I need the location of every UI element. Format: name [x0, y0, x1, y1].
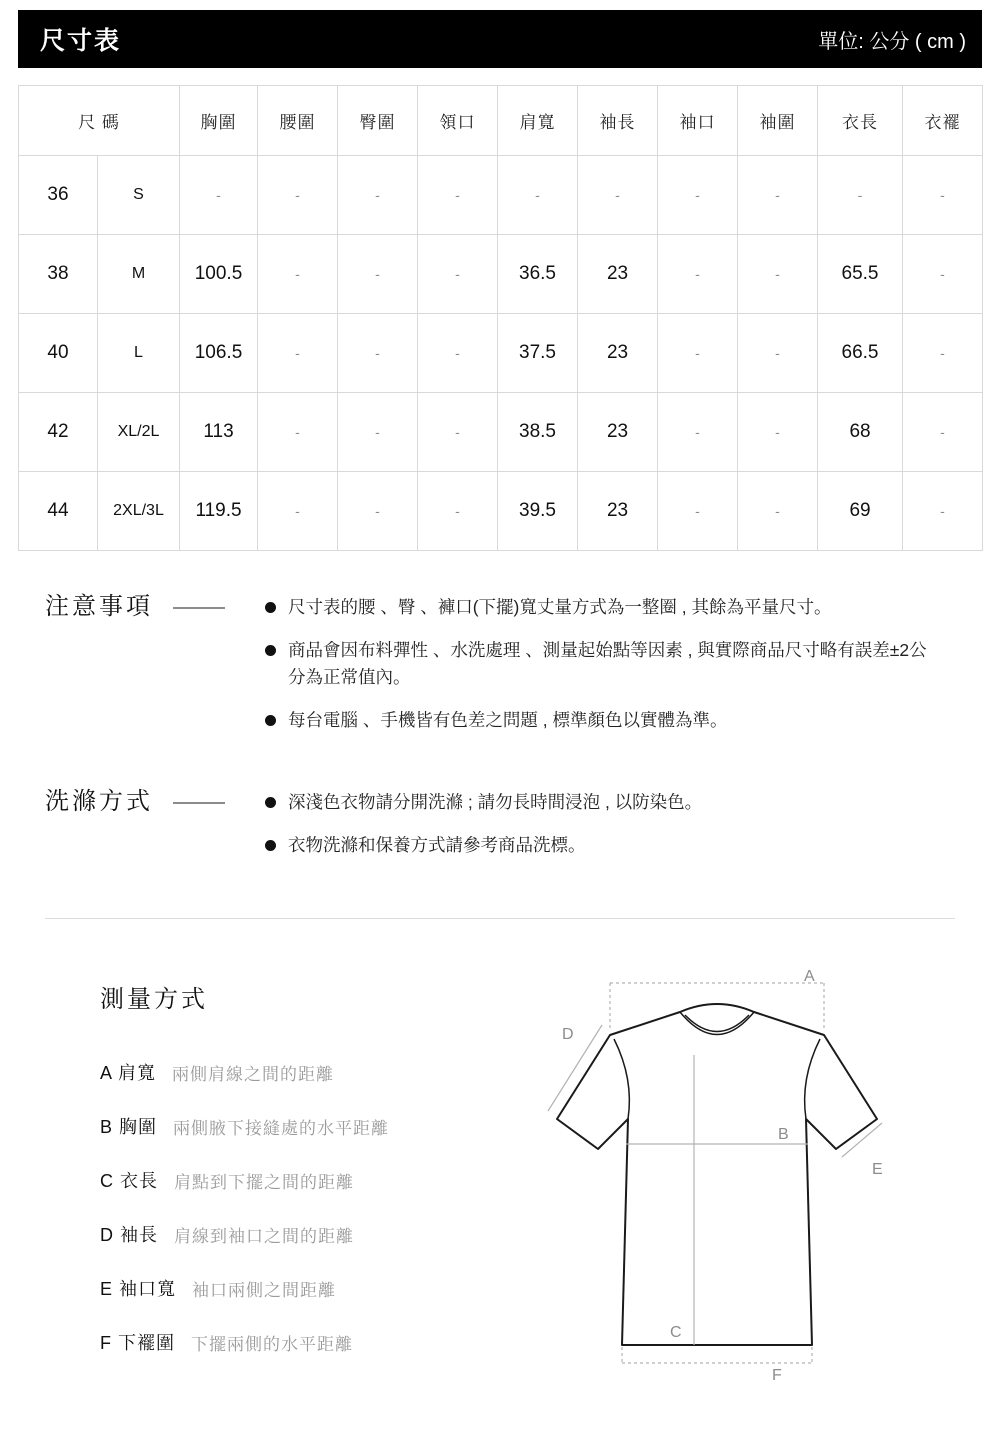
tshirt-outline — [557, 1004, 877, 1345]
bullet-dot-icon — [265, 645, 276, 656]
size-table-body — [19, 156, 983, 551]
bullet-item — [265, 789, 935, 816]
measurement-item — [100, 1315, 389, 1369]
washing-title: 洗滌方式 — [45, 788, 153, 815]
measurement-key: F 下襬圍 — [100, 1333, 175, 1353]
title-dash-line — [173, 607, 225, 609]
size-table-header-cell: 袖長 — [578, 86, 658, 156]
measurement-item — [100, 1261, 389, 1315]
size-table-row — [19, 235, 983, 314]
measurement-value-cell: - — [658, 235, 738, 314]
size-code-cell: L — [98, 314, 180, 393]
bullet-dot-icon — [265, 840, 276, 851]
measurement-value-cell: - — [418, 235, 498, 314]
bullet-item — [265, 637, 935, 691]
measurement-value-cell: 37.5 — [498, 314, 578, 393]
title-dash-line — [173, 802, 225, 804]
size-table-header-cell: 領口 — [418, 86, 498, 156]
size-table-row — [19, 314, 983, 393]
measurement-value-cell: 100.5 — [180, 235, 258, 314]
measurement-value-cell: - — [658, 472, 738, 551]
measurement-value-cell: - — [418, 393, 498, 472]
measurement-value-cell: 23 — [578, 472, 658, 551]
measurement-list — [100, 1045, 389, 1369]
measurement-value-cell: - — [903, 156, 983, 235]
measurement-key: A 肩寬 — [100, 1063, 157, 1083]
size-table-head-row — [19, 86, 983, 156]
diagram-label-b: B — [778, 1126, 789, 1143]
measurement-value-cell: - — [418, 314, 498, 393]
size-number-cell: 36 — [19, 156, 98, 235]
measurement-desc: 肩線到袖口之間的距離 — [174, 1226, 354, 1246]
size-number-cell: 44 — [19, 472, 98, 551]
size-table-header-cell: 袖口 — [658, 86, 738, 156]
size-number-cell: 42 — [19, 393, 98, 472]
measurement-section — [0, 965, 1000, 1435]
measurement-value-cell: - — [338, 235, 418, 314]
measurement-value-cell: - — [180, 156, 258, 235]
size-table-row — [19, 472, 983, 551]
measurement-value-cell: 38.5 — [498, 393, 578, 472]
measurement-value-cell: 68 — [818, 393, 903, 472]
measurement-value-cell: - — [738, 156, 818, 235]
measurement-value-cell: 23 — [578, 235, 658, 314]
size-table-header-cell: 胸圍 — [180, 86, 258, 156]
measurement-value-cell: - — [258, 393, 338, 472]
measurement-key: B 胸圍 — [100, 1117, 158, 1137]
measurement-desc: 袖口兩側之間距離 — [192, 1280, 337, 1300]
measurement-value-cell: 65.5 — [818, 235, 903, 314]
measurement-value-cell: - — [338, 314, 418, 393]
size-chart-header — [18, 10, 982, 68]
diagram-label-e: E — [872, 1161, 883, 1178]
bullet-text: 深淺色衣物請分開洗滌 ; 請勿長時間浸泡 , 以防染色。 — [288, 792, 703, 812]
bullet-text: 商品會因布料彈性 、水洗處理 、測量起始點等因素 , 與實際商品尺寸略有誤差±2公分為正常值內。 — [288, 640, 927, 687]
measurement-value-cell: - — [738, 472, 818, 551]
measurement-item — [100, 1045, 389, 1099]
measurement-value-cell: 39.5 — [498, 472, 578, 551]
measurement-value-cell: - — [738, 393, 818, 472]
bullet-item — [265, 594, 935, 621]
size-table-header-cell: 臀圍 — [338, 86, 418, 156]
measurement-desc: 兩側腋下接縫處的水平距離 — [173, 1118, 390, 1138]
bullet-dot-icon — [265, 797, 276, 808]
size-table-header-cell: 腰圍 — [258, 86, 338, 156]
measurement-item — [100, 1099, 389, 1153]
diagram-label-d: D — [562, 1026, 574, 1043]
size-table-row — [19, 156, 983, 235]
size-code-cell: 2XL/3L — [98, 472, 180, 551]
measurement-value-cell: - — [258, 472, 338, 551]
bullet-item — [265, 707, 935, 734]
bullet-text: 衣物洗滌和保養方式請參考商品洗標。 — [288, 835, 586, 855]
measurement-value-cell: - — [903, 393, 983, 472]
bullet-dot-icon — [265, 602, 276, 613]
size-table-header-cell: 衣長 — [818, 86, 903, 156]
measurement-value-cell: 23 — [578, 314, 658, 393]
size-table-header-cell: 尺 碼 — [19, 86, 180, 156]
measurement-value-cell: - — [418, 472, 498, 551]
bullet-text: 尺寸表的腰 、臀 、褲口(下擺)寬丈量方式為一整圈 , 其餘為平量尺寸。 — [288, 597, 832, 617]
diagram-label-c: C — [670, 1324, 682, 1341]
washing-list — [265, 789, 935, 875]
tshirt-diagram — [522, 967, 912, 1392]
measurement-desc: 兩側肩線之間的距離 — [172, 1064, 335, 1084]
size-code-cell: XL/2L — [98, 393, 180, 472]
measurement-value-cell: - — [903, 314, 983, 393]
measurement-value-cell: - — [418, 156, 498, 235]
measurement-desc: 肩點到下擺之間的距離 — [174, 1172, 354, 1192]
measurement-value-cell: - — [258, 314, 338, 393]
measurement-value-cell: - — [658, 314, 738, 393]
measurement-value-cell: - — [258, 156, 338, 235]
measurement-value-cell: - — [258, 235, 338, 314]
notes-section — [45, 594, 960, 750]
bullet-dot-icon — [265, 715, 276, 726]
unit-label: 單位: 公分 ( cm ) — [818, 30, 966, 53]
washing-section — [45, 789, 960, 875]
measurement-value-cell: - — [338, 156, 418, 235]
size-table-header-cell: 肩寬 — [498, 86, 578, 156]
measurement-title: 測量方式 — [100, 986, 208, 1013]
measurement-value-cell: - — [338, 472, 418, 551]
measurement-value-cell: 69 — [818, 472, 903, 551]
diagram-label-a: A — [804, 968, 815, 985]
measurement-value-cell: 66.5 — [818, 314, 903, 393]
size-number-cell: 38 — [19, 235, 98, 314]
measurement-value-cell: - — [498, 156, 578, 235]
measurement-key: D 袖長 — [100, 1225, 158, 1245]
size-table-row — [19, 393, 983, 472]
size-table-header-cell: 袖圍 — [738, 86, 818, 156]
measurement-key: E 袖口寬 — [100, 1279, 177, 1299]
measurement-item — [100, 1153, 389, 1207]
size-number-cell: 40 — [19, 314, 98, 393]
measurement-value-cell: - — [738, 314, 818, 393]
notes-title: 注意事項 — [45, 593, 153, 620]
size-table — [18, 85, 983, 551]
measurement-value-cell: - — [338, 393, 418, 472]
measurement-value-cell: - — [658, 156, 738, 235]
measurement-value-cell: - — [658, 393, 738, 472]
size-code-cell: S — [98, 156, 180, 235]
measurement-value-cell: - — [903, 235, 983, 314]
diagram-label-f: F — [772, 1367, 782, 1384]
measurement-value-cell: - — [738, 235, 818, 314]
measurement-value-cell: 119.5 — [180, 472, 258, 551]
size-table-header-cell: 衣襬 — [903, 86, 983, 156]
size-code-cell: M — [98, 235, 180, 314]
bullet-text: 每台電腦 、手機皆有色差之問題 , 標準顏色以實體為準。 — [288, 710, 728, 730]
measurement-value-cell: - — [903, 472, 983, 551]
notes-list — [265, 594, 935, 750]
measurement-item — [100, 1207, 389, 1261]
measurement-value-cell: - — [818, 156, 903, 235]
section-divider — [45, 918, 955, 919]
page-title: 尺寸表 — [40, 27, 122, 55]
measurement-value-cell: 36.5 — [498, 235, 578, 314]
measurement-value-cell: 113 — [180, 393, 258, 472]
bullet-item — [265, 832, 935, 859]
measurement-value-cell: 106.5 — [180, 314, 258, 393]
measurement-value-cell: 23 — [578, 393, 658, 472]
measurement-value-cell: - — [578, 156, 658, 235]
measurement-key: C 衣長 — [100, 1171, 158, 1191]
measurement-desc: 下擺兩側的水平距離 — [191, 1334, 353, 1354]
